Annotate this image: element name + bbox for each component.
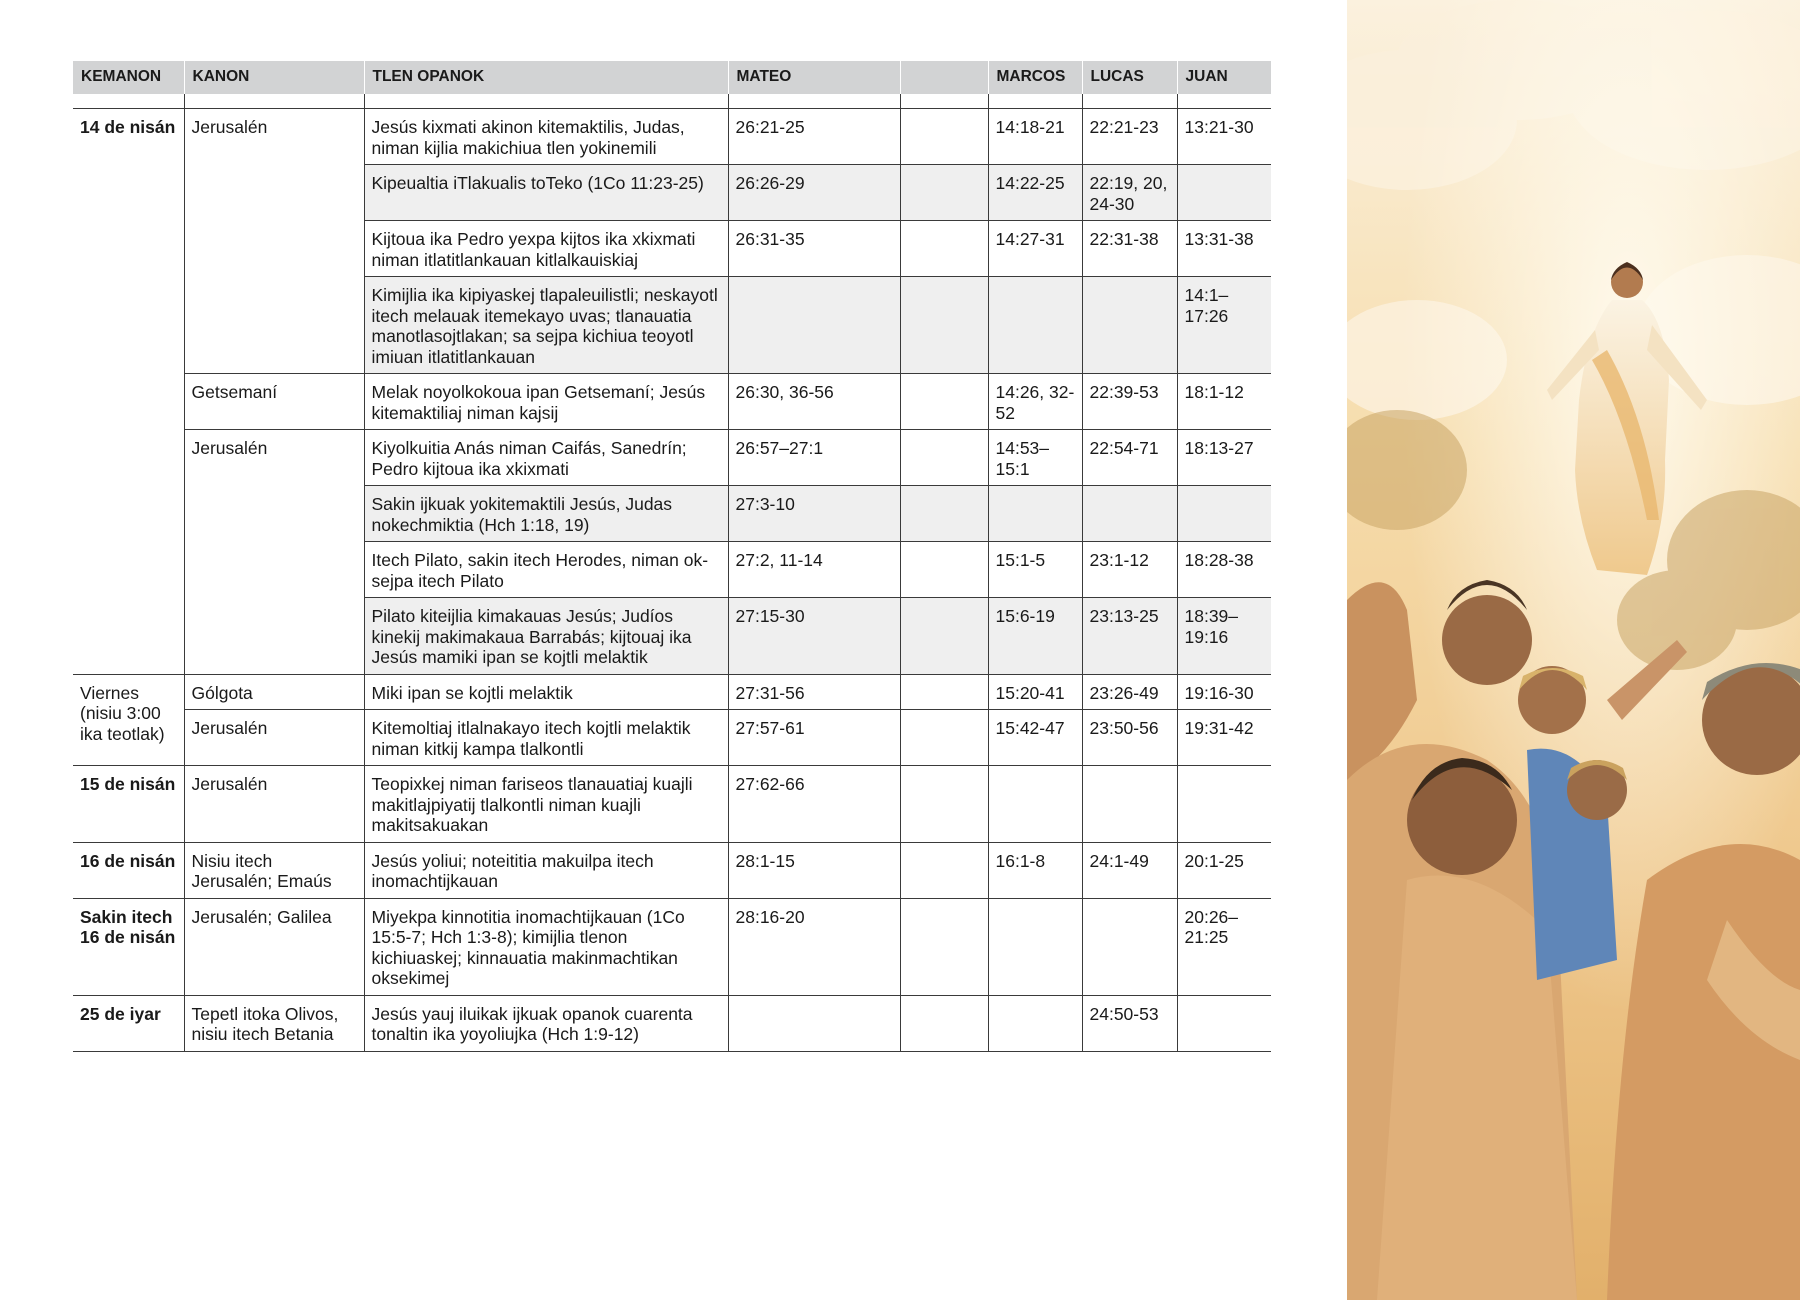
- ref-mateo: 27:62-66: [728, 766, 900, 843]
- event-cell: Teopixkej niman fariseos tlanauatiaj kuajli makitlajpiyatij tlalkontli niman kuajli makitsakuakan: [364, 766, 728, 843]
- ref-juan: [1177, 766, 1271, 843]
- ref-lucas: [1082, 766, 1177, 843]
- ref-lucas: 23:50-56: [1082, 710, 1177, 766]
- ref-marcos: 16:1-8: [988, 842, 1082, 898]
- header-juan: JUAN: [1177, 61, 1271, 94]
- header-marcos: MARCOS: [988, 61, 1082, 94]
- ref-marcos: [988, 486, 1082, 542]
- ref-juan: 20:1-25: [1177, 842, 1271, 898]
- ref-marcos: [988, 277, 1082, 374]
- ref-marcos: 15:6-19: [988, 598, 1082, 675]
- ref-juan: 18:28-38: [1177, 542, 1271, 598]
- ref-juan: 13:21-30: [1177, 109, 1271, 165]
- ref-mateo: 27:3-10: [728, 486, 900, 542]
- header-spacer-row: [73, 94, 1271, 109]
- ref-lucas: [1082, 898, 1177, 995]
- ref-lucas: 22:54-71: [1082, 430, 1177, 486]
- gospel-harmony-table: [73, 61, 1271, 1052]
- header-lucas: LUCAS: [1082, 61, 1177, 94]
- ref-lucas: 22:19, 20, 24-30: [1082, 165, 1177, 221]
- ref-lucas: 23:26-49: [1082, 674, 1177, 710]
- ref-marcos: [988, 898, 1082, 995]
- event-cell: Pilato kiteijlia kimakauas Jesús; Judíos kinekij makimakaua Barrabás; kijtouaj ika Jesús mamiki ipan se kojtli melaktik: [364, 598, 728, 675]
- table-row: [73, 766, 1271, 843]
- header-event: TLEN OPANOK: [364, 61, 728, 94]
- ref-juan: 20:26–21:25: [1177, 898, 1271, 995]
- ref-juan: 18:1-12: [1177, 374, 1271, 430]
- ref-mateo: [728, 995, 900, 1051]
- date-cell: 16 de nisán: [73, 842, 184, 898]
- ref-mateo: 26:26-29: [728, 165, 900, 221]
- ref-mateo: [728, 277, 900, 374]
- ref-lucas: 22:39-53: [1082, 374, 1177, 430]
- ref-lucas: 24:1-49: [1082, 842, 1177, 898]
- ref-mateo: 28:16-20: [728, 898, 900, 995]
- event-cell: Kijtoua ika Pedro yexpa kijtos ika xkixmati niman itlatitlankauan kitlalkauiskiaj: [364, 221, 728, 277]
- ref-empty: [900, 842, 988, 898]
- place-cell: Jerusalén: [184, 109, 364, 374]
- place-cell: Tepetl itoka Olivos, nisiu itech Betania: [184, 995, 364, 1051]
- ref-empty: [900, 430, 988, 486]
- event-cell: Jesús yauj iluikak ijkuak opanok cuarenta tonaltin ika yoyoliujka (Hch 1:9-12): [364, 995, 728, 1051]
- ref-empty: [900, 898, 988, 995]
- ref-empty: [900, 486, 988, 542]
- ref-empty: [900, 766, 988, 843]
- place-cell: Jerusalén; Galilea: [184, 898, 364, 995]
- harmony-table-container: [73, 61, 1271, 1052]
- ref-empty: [900, 598, 988, 675]
- ref-marcos: 15:20-41: [988, 674, 1082, 710]
- table-body: [73, 94, 1271, 1051]
- ref-marcos: 14:26, 32-52: [988, 374, 1082, 430]
- event-cell: Jesús kixmati akinon kitemaktilis, Judas, niman kijlia makichiua tlen yokinemili: [364, 109, 728, 165]
- ref-marcos: 14:18-21: [988, 109, 1082, 165]
- ref-marcos: [988, 995, 1082, 1051]
- ref-lucas: [1082, 486, 1177, 542]
- ref-mateo: 26:57–27:1: [728, 430, 900, 486]
- event-cell: Melak noyolkokoua ipan Getsemaní; Jesús kitemaktiliaj niman kajsij: [364, 374, 728, 430]
- place-cell: Getsemaní: [184, 374, 364, 430]
- ref-empty: [900, 165, 988, 221]
- date-cell: Viernes (nisiu 3:00 ika teotlak): [73, 674, 184, 766]
- ref-marcos: [988, 766, 1082, 843]
- table-header-row: [73, 61, 1271, 94]
- event-cell: Kiyolkuitia Anás niman Caifás, Sanedrín; Pedro kijtoua ika xkixmati: [364, 430, 728, 486]
- ref-empty: [900, 710, 988, 766]
- ref-mateo: 27:57-61: [728, 710, 900, 766]
- ref-marcos: 14:22-25: [988, 165, 1082, 221]
- ref-lucas: 23:1-12: [1082, 542, 1177, 598]
- ref-empty: [900, 221, 988, 277]
- table-row: [73, 842, 1271, 898]
- table-row: [73, 710, 1271, 766]
- ref-empty: [900, 374, 988, 430]
- table-row: [73, 374, 1271, 430]
- ref-juan: 18:39–19:16: [1177, 598, 1271, 675]
- ref-juan: 19:31-42: [1177, 710, 1271, 766]
- ref-lucas: 23:13-25: [1082, 598, 1177, 675]
- table-row: [73, 995, 1271, 1051]
- place-cell: Jerusalén: [184, 766, 364, 843]
- ref-juan: [1177, 995, 1271, 1051]
- event-cell: Sakin ijkuak yokitemaktili Jesús, Judas nokechmiktia (Hch 1:18, 19): [364, 486, 728, 542]
- place-cell: Gólgota: [184, 674, 364, 710]
- header-date: KEMANON: [73, 61, 184, 94]
- ref-mateo: 26:21-25: [728, 109, 900, 165]
- date-cell: 14 de nisán: [80, 117, 176, 137]
- event-cell: Miki ipan se kojtli melaktik: [364, 674, 728, 710]
- place-cell: Nisiu itech Jerusalén; Emaús: [184, 842, 364, 898]
- ref-empty: [900, 277, 988, 374]
- ref-juan: [1177, 486, 1271, 542]
- event-cell: Itech Pilato, sakin itech Herodes, niman ok-sejpa itech Pilato: [364, 542, 728, 598]
- date-cell: 25 de iyar: [73, 995, 184, 1051]
- ref-mateo: 27:31-56: [728, 674, 900, 710]
- event-cell: Kitemoltiaj itlalnakayo itech kojtli melaktik niman kitkij kampa tlalkontli: [364, 710, 728, 766]
- ref-lucas: [1082, 277, 1177, 374]
- header-empty: [900, 61, 988, 94]
- event-cell: Kimijlia ika kipiyaskej tlapaleuilistli; neskayotl itech melauak itemekayo uvas; tlanauatia manotlasojtlakan; sa sejpa kichiua teoyotl imiuan itlatitlankauan: [364, 277, 728, 374]
- ref-lucas: 22:31-38: [1082, 221, 1177, 277]
- ref-empty: [900, 995, 988, 1051]
- ref-marcos: 15:1-5: [988, 542, 1082, 598]
- ref-mateo: 26:30, 36-56: [728, 374, 900, 430]
- ref-empty: [900, 109, 988, 165]
- header-place: KANON: [184, 61, 364, 94]
- ref-juan: 14:1–17:26: [1177, 277, 1271, 374]
- date-cell: 15 de nisán: [73, 766, 184, 843]
- ref-empty: [900, 674, 988, 710]
- date-cell: Sakin itech 16 de nisán: [73, 898, 184, 995]
- ref-marcos: 15:42-47: [988, 710, 1082, 766]
- ref-mateo: 27:15-30: [728, 598, 900, 675]
- ref-mateo: 26:31-35: [728, 221, 900, 277]
- ref-marcos: 14:53–15:1: [988, 430, 1082, 486]
- ref-juan: 13:31-38: [1177, 221, 1271, 277]
- ref-empty: [900, 542, 988, 598]
- event-cell: Kipeualtia iTlakualis toTeko (1Co 11:23-25): [364, 165, 728, 221]
- ref-mateo: 27:2, 11-14: [728, 542, 900, 598]
- ref-marcos: 14:27-31: [988, 221, 1082, 277]
- header-mateo: MATEO: [728, 61, 900, 94]
- table-row: [73, 109, 1271, 165]
- event-cell: Jesús yoliui; noteititia makuilpa itech inomachtijkauan: [364, 842, 728, 898]
- ascension-illustration: [1347, 0, 1800, 1300]
- place-cell: Jerusalén: [184, 710, 364, 766]
- ref-lucas: 24:50-53: [1082, 995, 1177, 1051]
- ref-lucas: 22:21-23: [1082, 109, 1177, 165]
- ref-juan: 19:16-30: [1177, 674, 1271, 710]
- ref-juan: 18:13-27: [1177, 430, 1271, 486]
- table-row: [73, 430, 1271, 486]
- table-row: [73, 898, 1271, 995]
- ref-juan: [1177, 165, 1271, 221]
- event-cell: Miyekpa kinnotitia inomachtijkauan (1Co 15:5-7; Hch 1:3-8); kimijlia tlenon kichiuaskej; kinnauatia makinmachtikan oksekimej: [364, 898, 728, 995]
- place-cell: Jerusalén: [184, 430, 364, 675]
- table-row: [73, 674, 1271, 710]
- ref-mateo: 28:1-15: [728, 842, 900, 898]
